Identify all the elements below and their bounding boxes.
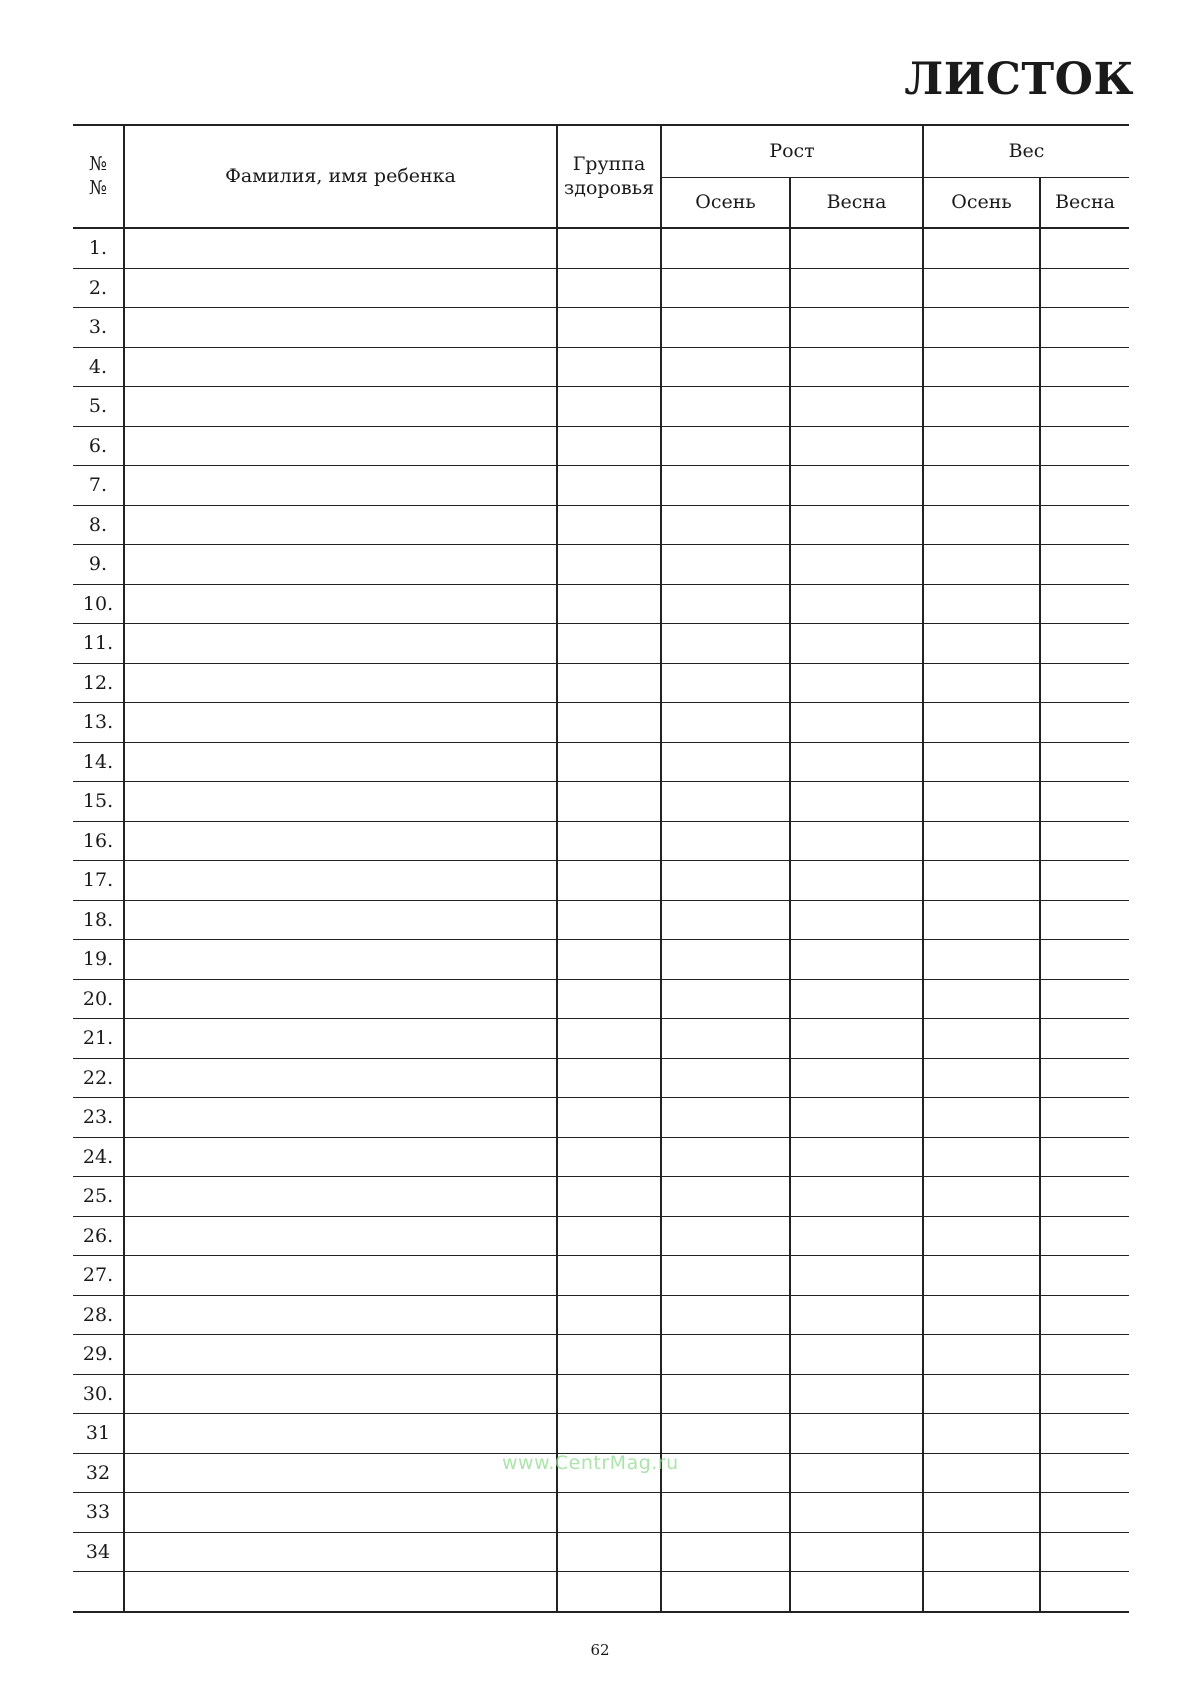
weight-autumn-cell (923, 545, 1040, 585)
weight-spring-cell (1040, 228, 1129, 268)
table-row (73, 1532, 1129, 1572)
height-autumn-cell (661, 663, 790, 703)
height-autumn-cell (661, 821, 790, 861)
watermark: www.CentrMag.ru (502, 1452, 679, 1474)
weight-autumn-cell (923, 1453, 1040, 1493)
table-row (73, 387, 1129, 427)
weight-autumn-cell (923, 663, 1040, 703)
table-row (73, 505, 1129, 545)
name-cell (124, 861, 557, 901)
weight-spring-cell (1040, 742, 1129, 782)
weight-autumn-cell (923, 1098, 1040, 1138)
name-cell (124, 1256, 557, 1296)
health-group-cell (557, 1295, 661, 1335)
health-group-cell (557, 1137, 661, 1177)
health-group-cell (557, 624, 661, 664)
table-row (73, 584, 1129, 624)
page-number: 62 (590, 1641, 610, 1659)
name-cell (124, 1414, 557, 1454)
name-cell (124, 1532, 557, 1572)
table-row (73, 742, 1129, 782)
name-cell (124, 742, 557, 782)
weight-spring-cell (1040, 545, 1129, 585)
height-spring-cell (790, 821, 923, 861)
header-health-line1: Группа (572, 152, 646, 175)
row-number: 18. (73, 900, 124, 940)
height-spring-cell (790, 940, 923, 980)
weight-autumn-cell (923, 268, 1040, 308)
weight-spring-cell (1040, 1177, 1129, 1217)
height-spring-cell (790, 703, 923, 743)
weight-autumn-cell (923, 861, 1040, 901)
header-number-line2: № (89, 176, 107, 199)
health-group-cell (557, 387, 661, 427)
health-group-cell (557, 1256, 661, 1296)
height-autumn-cell (661, 1098, 790, 1138)
row-number: 7. (73, 466, 124, 506)
height-spring-cell (790, 228, 923, 268)
page-title: ЛИСТОК (904, 54, 1134, 105)
health-group-cell (557, 1335, 661, 1375)
height-autumn-cell (661, 584, 790, 624)
weight-autumn-cell (923, 742, 1040, 782)
height-autumn-cell (661, 308, 790, 348)
height-spring-cell (790, 1335, 923, 1375)
name-cell (124, 466, 557, 506)
height-autumn-cell (661, 466, 790, 506)
weight-spring-cell (1040, 1058, 1129, 1098)
weight-spring-cell (1040, 505, 1129, 545)
name-cell (124, 1098, 557, 1138)
weight-autumn-cell (923, 228, 1040, 268)
height-spring-cell (790, 1019, 923, 1059)
row-number: 6. (73, 426, 124, 466)
health-group-cell (557, 1414, 661, 1454)
height-spring-cell (790, 979, 923, 1019)
weight-spring-cell (1040, 1019, 1129, 1059)
height-autumn-cell (661, 1453, 790, 1493)
weight-spring-cell (1040, 861, 1129, 901)
row-number: 24. (73, 1137, 124, 1177)
height-autumn-cell (661, 545, 790, 585)
table-row (73, 1414, 1129, 1454)
table-row (73, 1493, 1129, 1533)
height-spring-cell (790, 624, 923, 664)
weight-autumn-cell (923, 387, 1040, 427)
name-cell (124, 1453, 557, 1493)
weight-autumn-cell (923, 782, 1040, 822)
weight-spring-cell (1040, 979, 1129, 1019)
name-cell (124, 1216, 557, 1256)
row-number: 20. (73, 979, 124, 1019)
health-group-cell (557, 1532, 661, 1572)
name-cell (124, 584, 557, 624)
header-height: Рост (661, 125, 923, 178)
weight-spring-cell (1040, 624, 1129, 664)
health-group-cell (557, 308, 661, 348)
header-health-line2: здоровья (563, 176, 655, 199)
height-autumn-cell (661, 347, 790, 387)
name-cell (124, 1177, 557, 1217)
height-autumn-cell (661, 1532, 790, 1572)
health-group-cell (557, 821, 661, 861)
header-number-line1: № (89, 152, 107, 175)
table-row (73, 466, 1129, 506)
row-number: 19. (73, 940, 124, 980)
row-number: 32 (73, 1453, 124, 1493)
height-autumn-cell (661, 1335, 790, 1375)
weight-autumn-cell (923, 308, 1040, 348)
row-number (73, 1572, 124, 1612)
health-group-cell (557, 505, 661, 545)
weight-autumn-cell (923, 1177, 1040, 1217)
height-autumn-cell (661, 228, 790, 268)
row-number: 1. (73, 228, 124, 268)
header-height-autumn: Осень (661, 178, 790, 229)
weight-autumn-cell (923, 466, 1040, 506)
table-row (73, 545, 1129, 585)
height-autumn-cell (661, 1216, 790, 1256)
name-cell (124, 663, 557, 703)
weight-autumn-cell (923, 624, 1040, 664)
height-autumn-cell (661, 1256, 790, 1296)
row-number: 9. (73, 545, 124, 585)
height-spring-cell (790, 1256, 923, 1296)
weight-spring-cell (1040, 1532, 1129, 1572)
health-group-cell (557, 268, 661, 308)
health-group-cell (557, 1216, 661, 1256)
height-autumn-cell (661, 1019, 790, 1059)
height-autumn-cell (661, 1572, 790, 1612)
height-autumn-cell (661, 268, 790, 308)
height-autumn-cell (661, 1295, 790, 1335)
weight-spring-cell (1040, 1572, 1129, 1612)
health-group-cell (557, 1493, 661, 1533)
weight-spring-cell (1040, 900, 1129, 940)
row-number: 5. (73, 387, 124, 427)
weight-spring-cell (1040, 1137, 1129, 1177)
table-row (73, 228, 1129, 268)
row-number: 23. (73, 1098, 124, 1138)
weight-autumn-cell (923, 1532, 1040, 1572)
name-cell (124, 1335, 557, 1375)
name-cell (124, 821, 557, 861)
row-number: 33 (73, 1493, 124, 1533)
header-weight: Вес (923, 125, 1129, 178)
name-cell (124, 387, 557, 427)
name-cell (124, 347, 557, 387)
height-autumn-cell (661, 1177, 790, 1217)
header-child-name: Фамилия, имя ребенка (124, 125, 557, 228)
table-row (73, 426, 1129, 466)
height-autumn-cell (661, 505, 790, 545)
weight-spring-cell (1040, 1414, 1129, 1454)
height-spring-cell (790, 742, 923, 782)
table-row (73, 1019, 1129, 1059)
table-row (73, 1058, 1129, 1098)
name-cell (124, 1137, 557, 1177)
height-autumn-cell (661, 1374, 790, 1414)
health-group-cell (557, 1058, 661, 1098)
name-cell (124, 1572, 557, 1612)
health-group-cell (557, 228, 661, 268)
row-number: 14. (73, 742, 124, 782)
name-cell (124, 624, 557, 664)
weight-spring-cell (1040, 466, 1129, 506)
weight-spring-cell (1040, 940, 1129, 980)
weight-autumn-cell (923, 584, 1040, 624)
weight-spring-cell (1040, 1098, 1129, 1138)
height-spring-cell (790, 466, 923, 506)
header-weight-autumn: Осень (923, 178, 1040, 229)
height-spring-cell (790, 782, 923, 822)
height-spring-cell (790, 1098, 923, 1138)
table-row (73, 703, 1129, 743)
row-number: 2. (73, 268, 124, 308)
weight-spring-cell (1040, 1493, 1129, 1533)
weight-autumn-cell (923, 1256, 1040, 1296)
row-number: 26. (73, 1216, 124, 1256)
name-cell (124, 308, 557, 348)
health-group-cell (557, 545, 661, 585)
name-cell (124, 703, 557, 743)
weight-spring-cell (1040, 268, 1129, 308)
weight-autumn-cell (923, 1216, 1040, 1256)
height-autumn-cell (661, 1058, 790, 1098)
weight-spring-cell (1040, 1374, 1129, 1414)
table-row (73, 1335, 1129, 1375)
weight-autumn-cell (923, 1019, 1040, 1059)
row-number: 21. (73, 1019, 124, 1059)
height-spring-cell (790, 1414, 923, 1454)
health-group-cell (557, 940, 661, 980)
row-number: 13. (73, 703, 124, 743)
header-height-spring: Весна (790, 178, 923, 229)
table-row (73, 979, 1129, 1019)
health-group-cell (557, 900, 661, 940)
weight-spring-cell (1040, 703, 1129, 743)
row-number: 12. (73, 663, 124, 703)
height-spring-cell (790, 1216, 923, 1256)
weight-spring-cell (1040, 821, 1129, 861)
height-spring-cell (790, 584, 923, 624)
health-group-cell (557, 782, 661, 822)
height-spring-cell (790, 387, 923, 427)
weight-autumn-cell (923, 979, 1040, 1019)
health-group-cell (557, 663, 661, 703)
table-row (73, 1256, 1129, 1296)
table-row (73, 1137, 1129, 1177)
row-number: 31 (73, 1414, 124, 1454)
height-spring-cell (790, 663, 923, 703)
weight-autumn-cell (923, 703, 1040, 743)
weight-autumn-cell (923, 1572, 1040, 1612)
health-group-cell (557, 1374, 661, 1414)
health-group-cell (557, 1098, 661, 1138)
health-group-cell (557, 703, 661, 743)
height-spring-cell (790, 1295, 923, 1335)
health-group-cell (557, 347, 661, 387)
health-group-cell (557, 466, 661, 506)
height-spring-cell (790, 1374, 923, 1414)
row-number: 10. (73, 584, 124, 624)
height-spring-cell (790, 1058, 923, 1098)
height-spring-cell (790, 1453, 923, 1493)
row-number: 17. (73, 861, 124, 901)
row-number: 34 (73, 1532, 124, 1572)
height-spring-cell (790, 1137, 923, 1177)
height-autumn-cell (661, 624, 790, 664)
row-number: 27. (73, 1256, 124, 1296)
health-group-cell (557, 426, 661, 466)
weight-spring-cell (1040, 1256, 1129, 1296)
health-group-cell (557, 1572, 661, 1612)
height-spring-cell (790, 861, 923, 901)
health-group-cell (557, 584, 661, 624)
row-number: 25. (73, 1177, 124, 1217)
table-row (73, 821, 1129, 861)
row-number: 4. (73, 347, 124, 387)
height-spring-cell (790, 900, 923, 940)
name-cell (124, 900, 557, 940)
weight-autumn-cell (923, 1493, 1040, 1533)
name-cell (124, 1295, 557, 1335)
name-cell (124, 505, 557, 545)
height-autumn-cell (661, 1414, 790, 1454)
weight-autumn-cell (923, 1374, 1040, 1414)
weight-spring-cell (1040, 1335, 1129, 1375)
row-number: 11. (73, 624, 124, 664)
row-number: 3. (73, 308, 124, 348)
height-spring-cell (790, 1572, 923, 1612)
weight-spring-cell (1040, 387, 1129, 427)
name-cell (124, 940, 557, 980)
name-cell (124, 426, 557, 466)
height-autumn-cell (661, 426, 790, 466)
name-cell (124, 1019, 557, 1059)
height-autumn-cell (661, 1137, 790, 1177)
height-autumn-cell (661, 861, 790, 901)
health-register-table (73, 124, 1129, 1613)
table-row (73, 940, 1129, 980)
row-number: 8. (73, 505, 124, 545)
name-cell (124, 1058, 557, 1098)
weight-autumn-cell (923, 505, 1040, 545)
weight-spring-cell (1040, 1453, 1129, 1493)
height-spring-cell (790, 505, 923, 545)
height-spring-cell (790, 1177, 923, 1217)
health-group-cell (557, 1177, 661, 1217)
table-row (73, 1098, 1129, 1138)
weight-autumn-cell (923, 347, 1040, 387)
height-autumn-cell (661, 1493, 790, 1533)
height-spring-cell (790, 308, 923, 348)
table-row (73, 308, 1129, 348)
weight-autumn-cell (923, 1414, 1040, 1454)
row-number: 22. (73, 1058, 124, 1098)
weight-autumn-cell (923, 1295, 1040, 1335)
table-row (73, 268, 1129, 308)
weight-spring-cell (1040, 782, 1129, 822)
name-cell (124, 545, 557, 585)
table-row (73, 861, 1129, 901)
height-spring-cell (790, 426, 923, 466)
row-number: 29. (73, 1335, 124, 1375)
name-cell (124, 1374, 557, 1414)
table-row (73, 782, 1129, 822)
weight-spring-cell (1040, 663, 1129, 703)
name-cell (124, 228, 557, 268)
name-cell (124, 979, 557, 1019)
row-number: 30. (73, 1374, 124, 1414)
row-number: 15. (73, 782, 124, 822)
weight-autumn-cell (923, 1058, 1040, 1098)
health-group-cell (557, 861, 661, 901)
table-row (73, 1216, 1129, 1256)
height-autumn-cell (661, 900, 790, 940)
table-row (73, 1177, 1129, 1217)
weight-spring-cell (1040, 1295, 1129, 1335)
weight-spring-cell (1040, 584, 1129, 624)
table-row (73, 663, 1129, 703)
weight-autumn-cell (923, 940, 1040, 980)
row-number: 16. (73, 821, 124, 861)
height-spring-cell (790, 268, 923, 308)
name-cell (124, 782, 557, 822)
height-autumn-cell (661, 782, 790, 822)
table-row (73, 1572, 1129, 1612)
weight-spring-cell (1040, 347, 1129, 387)
height-spring-cell (790, 1493, 923, 1533)
weight-autumn-cell (923, 821, 1040, 861)
height-autumn-cell (661, 979, 790, 1019)
height-autumn-cell (661, 703, 790, 743)
table-row (73, 347, 1129, 387)
table-row (73, 1295, 1129, 1335)
name-cell (124, 268, 557, 308)
health-group-cell (557, 979, 661, 1019)
health-group-cell (557, 1019, 661, 1059)
health-group-cell (557, 742, 661, 782)
weight-spring-cell (1040, 426, 1129, 466)
height-autumn-cell (661, 387, 790, 427)
name-cell (124, 1493, 557, 1533)
header-weight-spring: Весна (1040, 178, 1129, 229)
weight-spring-cell (1040, 1216, 1129, 1256)
height-autumn-cell (661, 940, 790, 980)
weight-autumn-cell (923, 426, 1040, 466)
height-spring-cell (790, 545, 923, 585)
table-row (73, 900, 1129, 940)
weight-autumn-cell (923, 1335, 1040, 1375)
row-number: 28. (73, 1295, 124, 1335)
header-number (73, 125, 124, 228)
weight-autumn-cell (923, 900, 1040, 940)
height-spring-cell (790, 1532, 923, 1572)
height-autumn-cell (661, 742, 790, 782)
table-row (73, 624, 1129, 664)
header-health-group (557, 125, 661, 228)
height-spring-cell (790, 347, 923, 387)
table-row (73, 1374, 1129, 1414)
weight-spring-cell (1040, 308, 1129, 348)
weight-autumn-cell (923, 1137, 1040, 1177)
